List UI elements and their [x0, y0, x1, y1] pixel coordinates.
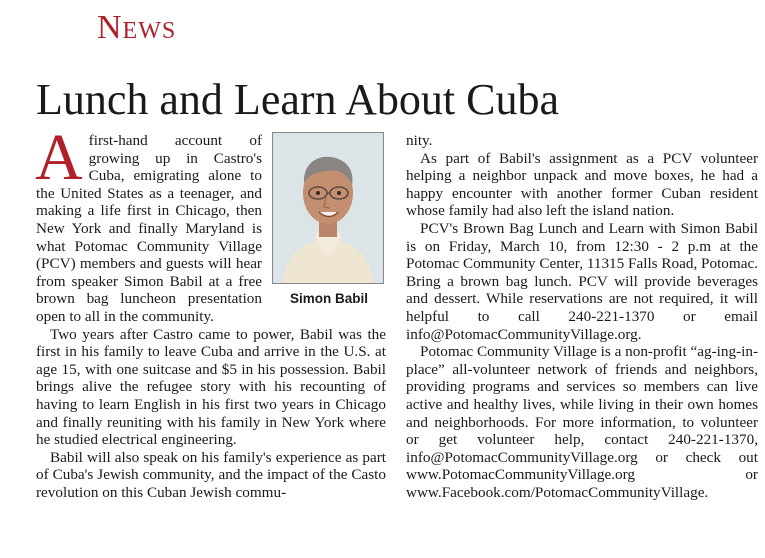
drop-cap: A	[35, 121, 83, 194]
article-column-right	[406, 132, 758, 501]
headline: Lunch and Learn About Cuba	[36, 75, 559, 124]
photo-figure	[272, 132, 386, 310]
photo-caption: Simon Babil	[289, 291, 368, 306]
lead-paragraph-text: first-hand account of growing up in Castro's Cuba, emigrating alone to the United States as a teenager, and making a life first in Chicago, then New York and finally Maryland is what Potomac Community Village (PCV) members and guests will hear from speaker Simon Babil at a free brown bag luncheon presentation open to all in the community.	[36, 132, 262, 325]
section-label: News	[97, 9, 177, 46]
article-column-left	[35, 121, 386, 501]
portrait-photo	[272, 132, 384, 284]
body-paragraph: Potomac Community Village is a non-profit “ag-ing-in-place” all-volunteer network of friends and neighbors, providing programs and services so members can live active and healthy lives, while living in their own homes and neighborhoods. For more information, to volunteer or get volunteer help, contact 240-221-1370, info@PotomacCommunityVillage.org or check out www.PotomacCommunityVillage.org or www.Facebook.com/PotomacCommunityVillage.	[406, 343, 758, 501]
body-paragraph: Two years after Castro came to power, Babil was the first in his family to leave Cuba and arrive in the U.S. at age 15, with one suitcase and $5 in his possession. Babil brings alive the refugee story with his recounting of having to learn English in his first two years in Chicago and finally reuniting with his family in New York where he studied electrical engineering.	[36, 325, 386, 449]
continued-paragraph: nity.	[406, 132, 433, 149]
body-paragraph: As part of Babil's assignment as a PCV volunteer helping a neighbor unpack and move boxes, he had a happy encounter with another former Cuban resident whose family had also left the island nation.	[406, 149, 758, 220]
body-paragraph: Babil will also speak on his family's experience as part of Cuba's Jewish community, and the impact of the Casto revolution on this Cuban Jewish commu-	[36, 448, 386, 501]
portrait-illustration	[273, 133, 383, 283]
body-paragraph: PCV's Brown Bag Lunch and Learn with Simon Babil is on Friday, March 10, from 12:30 - 2 p.m at the Potomac Community Center, 11315 Falls Road, Potomac. Bring a brown bag lunch. PCV will provide beverages and dessert. While reservations are not required, it will helpful to call 240-221-1370 or email info@PotomacCommunityVillage.org.	[406, 219, 758, 343]
